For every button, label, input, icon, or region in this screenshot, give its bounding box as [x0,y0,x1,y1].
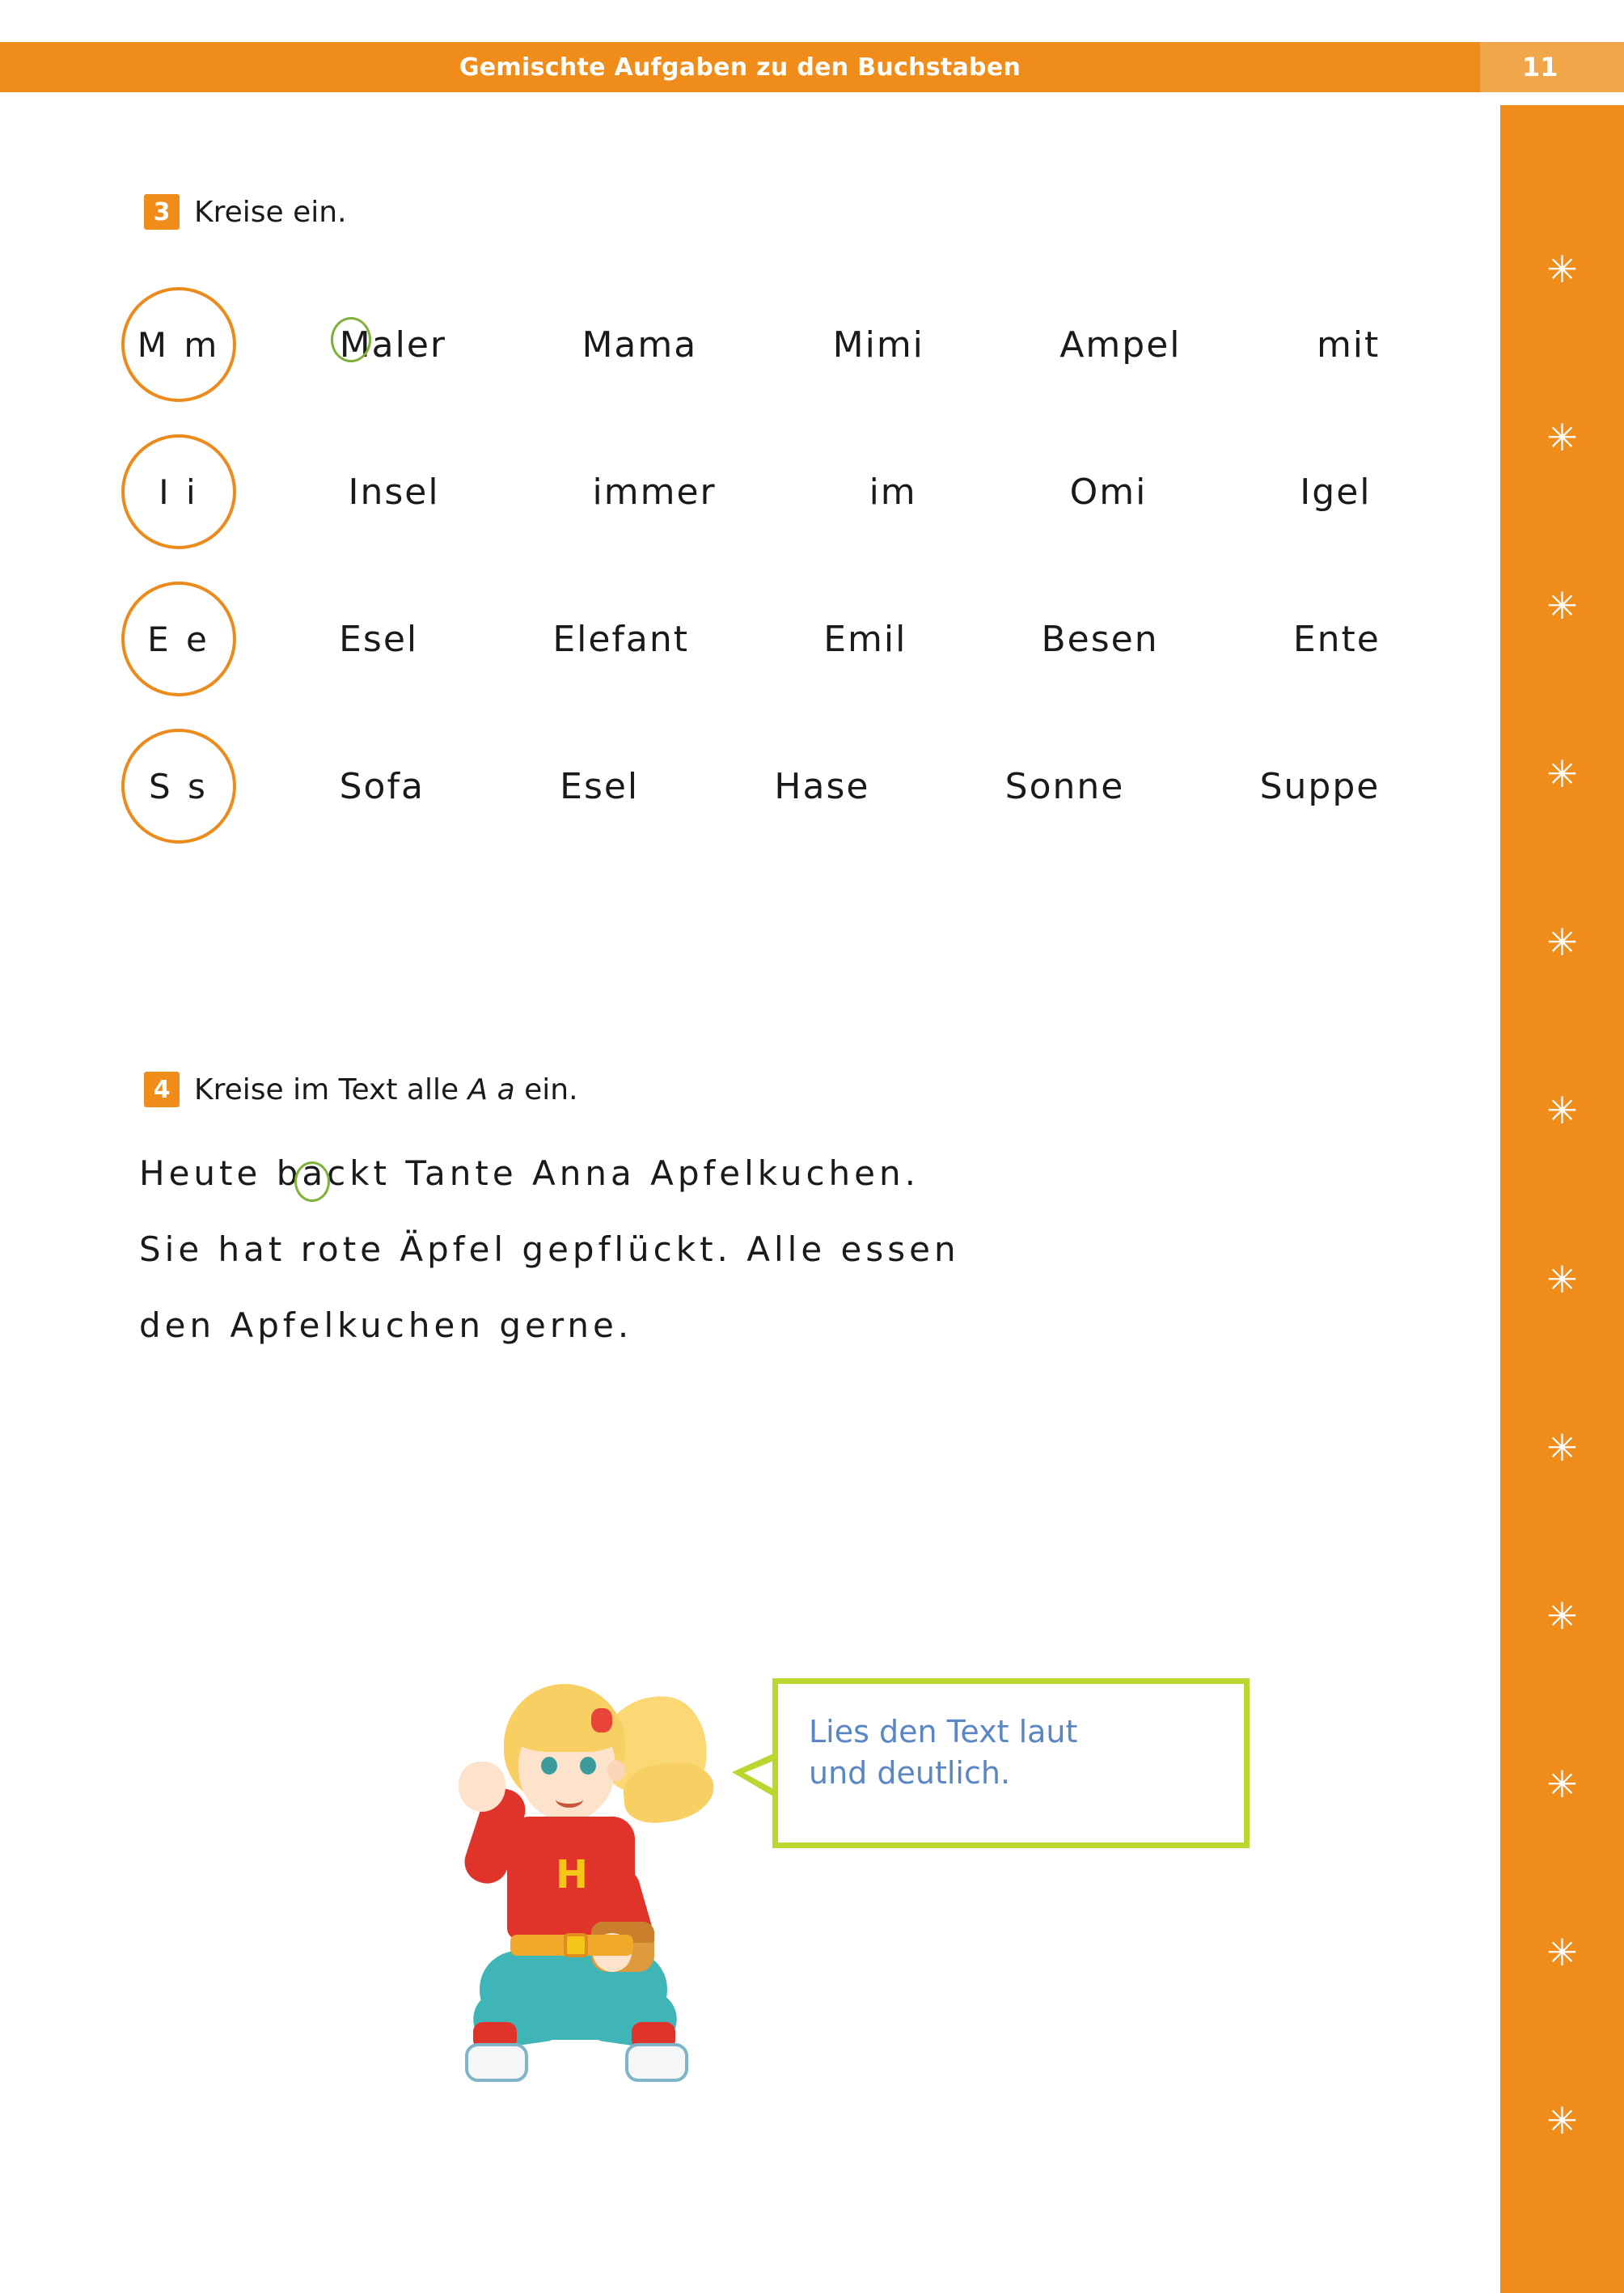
letter-row [121,713,1448,860]
text-line: Sie hat rote Äpfel gepflückt. Alle essen [139,1229,960,1269]
word-group [236,324,1448,366]
task-4-instruction-post: ein. [514,1072,578,1106]
word-item[interactable]: Ampel [1059,324,1182,366]
shoe-right [625,2043,688,2082]
letter-circle[interactable]: I i [121,434,236,549]
speech-bubble-line-2: und deutlich. [809,1755,1011,1792]
task-4-instruction-pre: Kreise im Text alle [194,1072,468,1106]
word-item[interactable]: Elefant [552,618,689,660]
star-icon: ✳ [1546,1425,1578,1470]
circled-letter-mark: a [302,1153,328,1193]
star-icon: ✳ [1546,1257,1578,1301]
word-item[interactable]: Mama [582,324,698,366]
letter-row [121,418,1448,565]
star-icon: ✳ [1546,416,1578,460]
belt-buckle [564,1933,588,1957]
letter-circle[interactable]: M m [121,287,236,402]
star-icon: ✳ [1546,1762,1578,1806]
word-group [236,472,1448,513]
page-header-bar [0,42,1480,92]
word-item[interactable]: Emil [823,618,907,660]
decorative-side-strip [1500,105,1624,2293]
word-item[interactable]: Insel [348,471,440,513]
word-item[interactable]: im [869,471,917,513]
speech-bubble [772,1678,1250,1848]
letter-row [121,565,1448,713]
word-item[interactable]: mit [1316,324,1381,366]
letter-word-table [121,271,1448,860]
task-4-instruction-letters: A a [467,1072,515,1106]
star-icon: ✳ [1546,752,1578,797]
word-item[interactable]: Hase [774,765,870,807]
letter-row [121,271,1448,418]
word-item[interactable]: Esel [339,618,419,660]
word-item[interactable]: Besen [1041,618,1159,660]
page-number: 11 [1522,52,1558,82]
word-item[interactable]: Ente [1292,618,1381,660]
hand-waving [459,1762,505,1812]
word-group [236,766,1448,807]
star-icon: ✳ [1546,1930,1578,1974]
word-item[interactable]: Sonne [1004,765,1125,807]
page-title: Gemischte Aufgaben zu den Buchstaben [459,53,1021,82]
star-icon: ✳ [1546,1593,1578,1638]
letter-circle[interactable]: S s [121,729,236,844]
page-number-box [1480,42,1624,92]
word-item[interactable]: immer [592,471,717,513]
task-4-heading [144,1072,578,1107]
word-item[interactable]: Igel [1300,471,1372,513]
star-icon: ✳ [1546,584,1578,628]
letter-circle[interactable]: E e [121,582,236,696]
girl-illustration [441,1666,716,2119]
star-icon: ✳ [1546,920,1578,965]
word-item[interactable]: Maler [339,324,447,366]
star-icon: ✳ [1546,2098,1578,2143]
mouth [556,1791,583,1808]
text-line: Heute backt Tante Anna Apfelkuchen. [139,1153,920,1193]
task-3-instruction: Kreise ein. [194,195,347,229]
page-content [0,105,1480,2293]
hair-tie [591,1708,612,1732]
task-3-number: 3 [144,194,180,230]
star-icon: ✳ [1546,1089,1578,1133]
word-item[interactable]: Omi [1069,471,1148,513]
word-group [236,619,1448,660]
word-item[interactable]: Sofa [339,765,425,807]
star-icon: ✳ [1546,247,1578,292]
text-line: den Apfelkuchen gerne. [139,1305,633,1345]
word-item[interactable]: Suppe [1259,765,1381,807]
eye-right [580,1757,596,1775]
task-4-instruction [194,1073,578,1106]
shoe-left [465,2043,528,2082]
circled-letter-mark: M [339,324,372,366]
task-4-number: 4 [144,1072,180,1107]
word-item[interactable]: Mimi [832,324,924,366]
task-3-heading [144,194,347,230]
task-4-text-block [139,1153,1433,1385]
shirt-letter: H [555,1852,589,1897]
eye-left [541,1757,557,1775]
speech-bubble-line-1: Lies den Text laut [809,1714,1078,1749]
word-item[interactable]: Esel [560,765,640,807]
ear [607,1760,625,1781]
